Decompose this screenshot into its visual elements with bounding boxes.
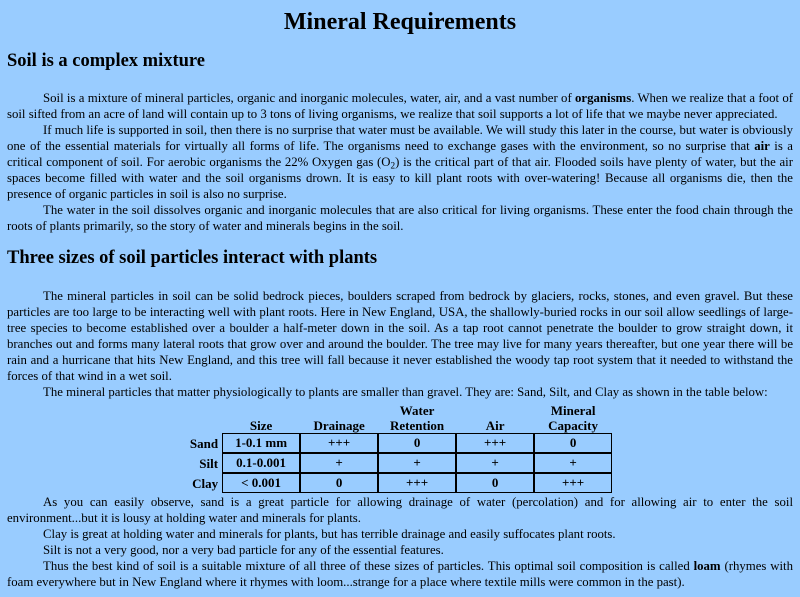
paragraph-large-particles: The mineral particles in soil can be solid bedrock pieces, boulders scraped from bedrock by glaciers, rocks, stones, and even gravel. But these particles are too large to be interacting well with plant roots. Here in New England, USA, the shallowly-buried rocks in our soil allow seedlings of large-tree species to become established over a boulder a half-meter down in the soil. As a tap root cannot penetrate the boulder to grow straight down, it branches out and forms many lateral roots that grow over and around the boulder. The tree may live for many years thereafter, but one year there will be rain and a hurricane that hits New England, and this tree will fall because it never established the woody tap root system that it needed to withstand the forces of that wind in a wet soil.	[7, 289, 793, 383]
table-row-sand	[188, 433, 612, 453]
header-size: Size	[249, 418, 273, 433]
paragraph-text: ) is the critical part of that air. Flooded soils have plenty of water, but the air spaces become filled with water and the soil organisms drown. It is easy to kill plant roots with over-watering! Because all organisms die, then the presence of organic particles in soil is also no surprise.	[7, 155, 793, 201]
paragraph-text: (rhymes with foam everywhere but in New England where it rhymes with loom...strange for a place where textile mills were common in the past).	[7, 559, 793, 589]
paragraph-silt-summary: Silt is not a very good, nor a very bad particle for any of the essential features.	[43, 543, 444, 557]
table-row-clay	[188, 473, 612, 493]
row-label-clay: Clay	[192, 475, 219, 491]
paragraph-sand-summary: As you can easily observe, sand is a great particle for allowing drainage of water (percolation) and for allowing air to enter the soil environment...but it is lousy at holding water and minerals for plants.	[7, 495, 793, 525]
header-water-top: Water	[399, 403, 435, 418]
paragraph-text: is a critical component of soil. For aerobic organisms the 22% Oxygen gas (O	[7, 139, 793, 169]
row-label-sand: Sand	[189, 435, 219, 451]
cell-clay-retention: +++	[378, 473, 456, 493]
row-label-silt: Silt	[199, 455, 219, 471]
section-soil-mixture	[7, 50, 793, 234]
header-drainage-top	[300, 403, 378, 418]
bold-term-air: air	[754, 139, 770, 153]
table-corner-cell	[188, 418, 222, 433]
table-header-row-bottom	[188, 418, 612, 433]
cell-sand-drainage: +++	[300, 433, 378, 453]
cell-clay-drainage: 0	[300, 473, 378, 493]
bold-term-loam: loam	[693, 559, 721, 573]
cell-sand-capacity: 0	[534, 433, 612, 453]
header-mineral-top: Mineral	[550, 403, 596, 418]
header-air-top	[456, 403, 534, 418]
cell-silt-drainage: +	[300, 453, 378, 473]
bold-term-organisms: organisms	[575, 91, 632, 105]
cell-sand-air: +++	[456, 433, 534, 453]
cell-sand-retention: 0	[378, 433, 456, 453]
cell-clay-air: 0	[456, 473, 534, 493]
paragraph-soil-definition	[7, 90, 793, 122]
cell-silt-retention: +	[378, 453, 456, 473]
cell-silt-air: +	[456, 453, 534, 473]
paragraph-text: Soil is a mixture of mineral particles, organic and inorganic molecules, water, air, and a vast number of	[43, 91, 576, 105]
paragraph-water-and-air	[7, 122, 793, 202]
table-header-row-top	[188, 403, 612, 418]
paragraph-text: Thus the best kind of soil is a suitable mixture of all three of these sizes of particles. This optimal soil composition is called	[43, 559, 694, 573]
oxygen-subscript: 2	[390, 160, 396, 171]
cell-clay-size: < 0.001	[222, 473, 300, 493]
paragraph-dissolved-minerals: The water in the soil dissolves organic and inorganic molecules that are also critical for living organisms. These enter the food chain through the roots of plants primarily, so the story of water and minerals begins in the soil.	[7, 203, 793, 233]
cell-clay-capacity: +++	[534, 473, 612, 493]
cell-silt-capacity: +	[534, 453, 612, 473]
table-row-silt	[188, 453, 612, 473]
header-capacity: Capacity	[548, 418, 599, 433]
section-heading-soil-particles: Three sizes of soil particles interact with plants	[7, 248, 378, 268]
paragraph-loam-conclusion	[7, 558, 793, 590]
paragraph-text: . When we realize that a foot of soil sifted from an acre of land will contain up to 3 tons of living organisms, we realize that soil supports a lot of life that we maybe never appreciated.	[7, 91, 793, 121]
cell-sand-size: 1-0.1 mm	[222, 433, 300, 453]
header-drainage: Drainage	[313, 418, 365, 433]
header-retention: Retention	[390, 418, 445, 433]
page-title: Mineral Requirements	[283, 9, 517, 35]
soil-properties-table	[188, 403, 612, 493]
paragraph-table-intro: The mineral particles that matter physiologically to plants are smaller than gravel. They are: Sand, Silt, and Clay as shown in the table below:	[43, 385, 768, 399]
page	[0, 9, 800, 590]
cell-silt-size: 0.1-0.001	[222, 453, 300, 473]
section-heading-soil-mixture: Soil is a complex mixture	[7, 51, 206, 71]
section-soil-particles	[7, 247, 793, 590]
paragraph-clay-summary: Clay is great at holding water and minerals for plants, but has terrible drainage and easily suffocates plant roots.	[43, 527, 616, 541]
header-size-top	[222, 403, 300, 418]
table-corner-cell	[188, 403, 222, 418]
header-air: Air	[485, 418, 505, 433]
paragraph-text: If much life is supported in soil, then there is no surprise that water must be available. We will study this later in the course, but water is obviously one of the essential materials for virtually all forms of life. The organisms need to exchange gases with the environment, so no surprise that	[7, 123, 793, 153]
